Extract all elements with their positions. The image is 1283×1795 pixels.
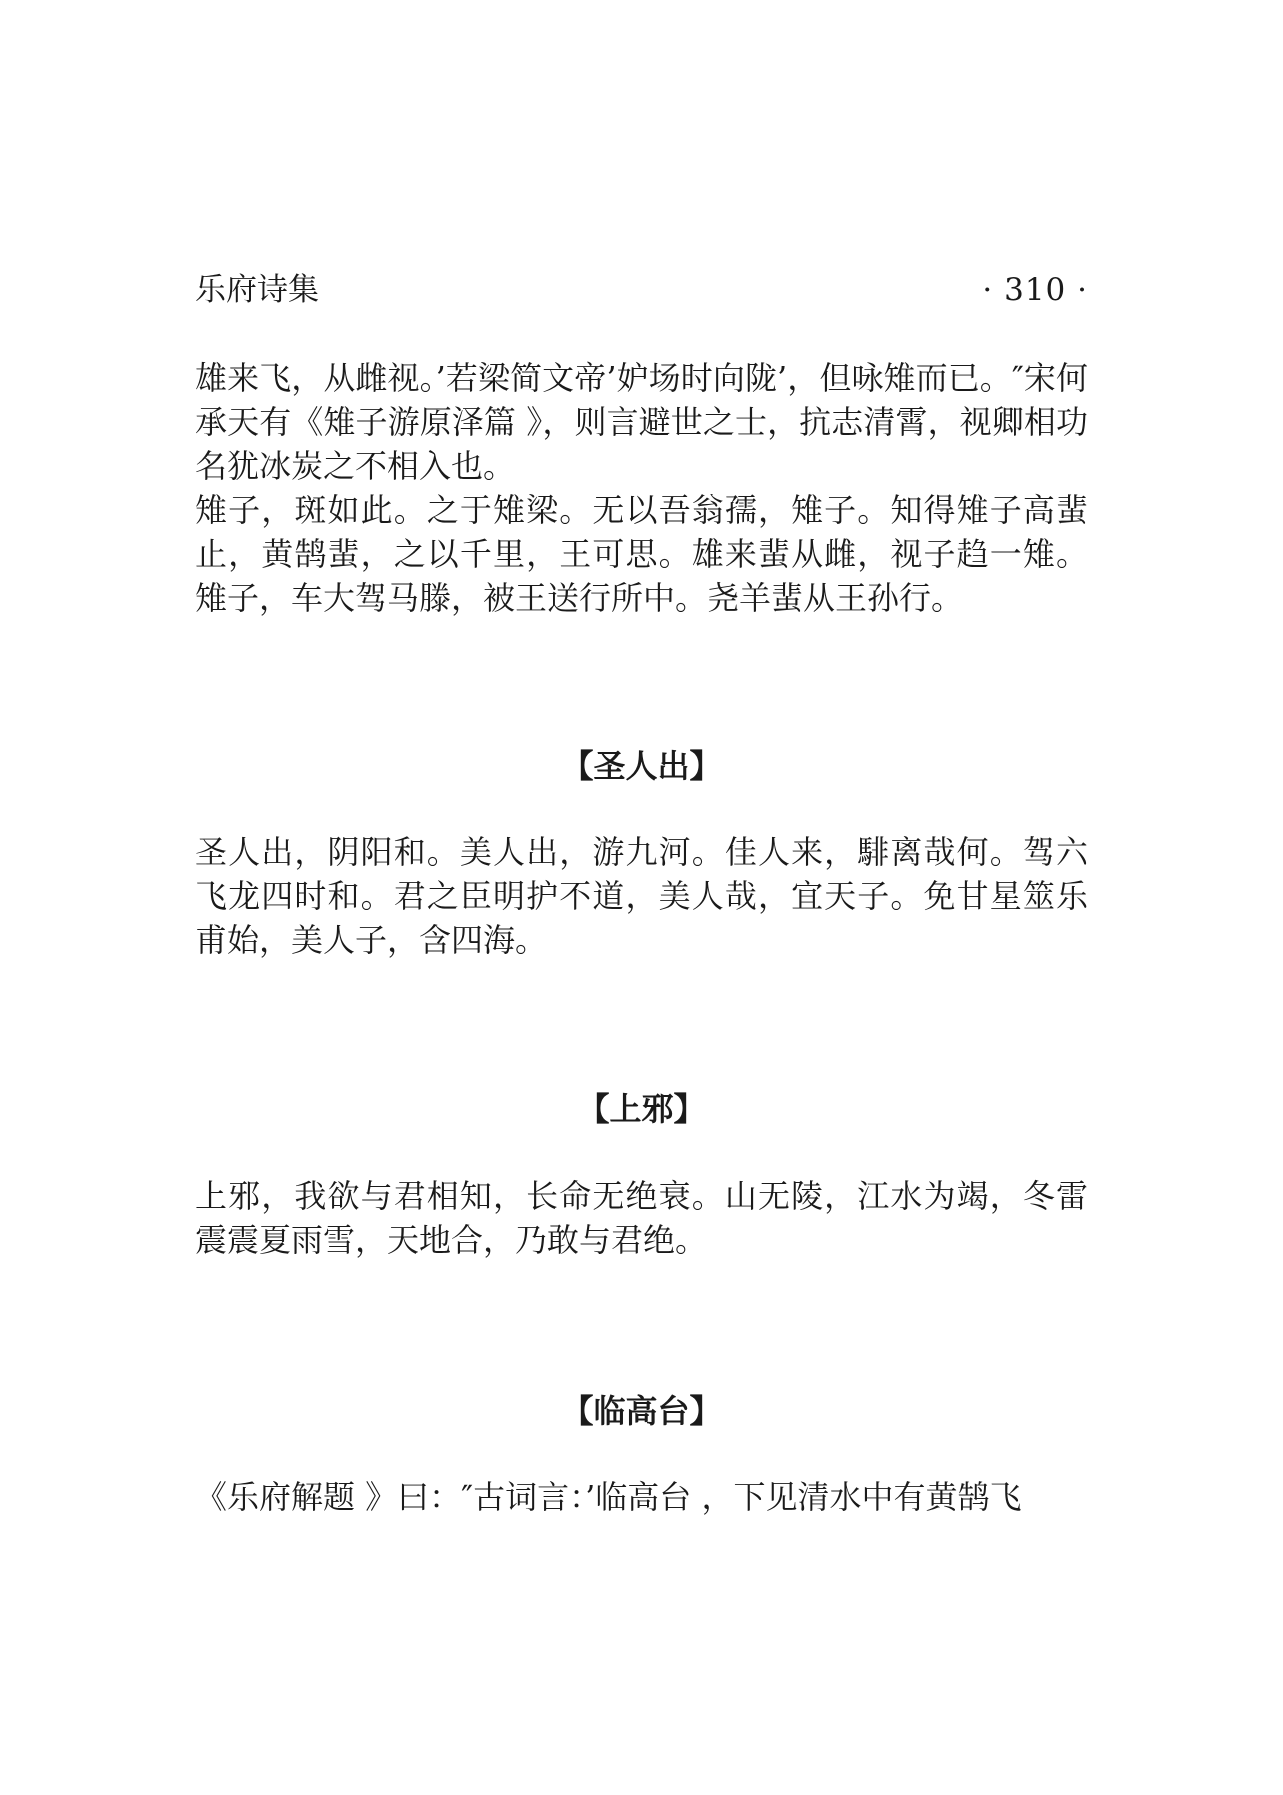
intro-paragraph: 雄来飞，从雌视。’若梁简文帝’妒场时向陇’，但咏雉而已。″宋何承天有《雉子游原泽篇 》，则言避世之士，抗志清霄，视卿相功名犹冰炭之不相入也。 — [195, 359, 1088, 485]
page-number: · 310 · — [982, 272, 1088, 308]
section-title-shengrenchu: 【圣人出】 — [561, 747, 722, 785]
zhizi-poem-text: 雉子，斑如此。之于雉梁。无以吾翁孺，雉子。知得雉子高蜚止，黄鹄蜚，之以千里，王可思。雄来蜚从雌，视子趋一雉。雉子，车大驾马滕，被王送行所中。尧羊蜚从王孙行。 — [195, 491, 1088, 617]
section-text-shangye: 上邪，我欲与君相知，长命无绝衰。山无陵，江水为竭，冬雷震震夏雨雪，天地合，乃敢与君绝。 — [195, 1177, 1088, 1259]
book-title: 乐府诗集 — [195, 272, 319, 308]
section-text-lingaotai: 《乐府解题 》曰：″古词言：’临高台 ，下见清水中有黄鹄飞 — [195, 1478, 1022, 1516]
section-title-shangye: 【上邪】 — [577, 1090, 706, 1128]
section-text-shengrenchu: 圣人出，阴阳和。美人出，游九河。佳人来，騑离哉何。驾六飞龙四时和。君之臣明护不道，美人哉，宜天子。免甘星筮乐甫始，美人子，含四海。 — [195, 833, 1088, 959]
section-title-lingaotai: 【临高台】 — [561, 1392, 722, 1430]
page-header — [195, 268, 1088, 312]
